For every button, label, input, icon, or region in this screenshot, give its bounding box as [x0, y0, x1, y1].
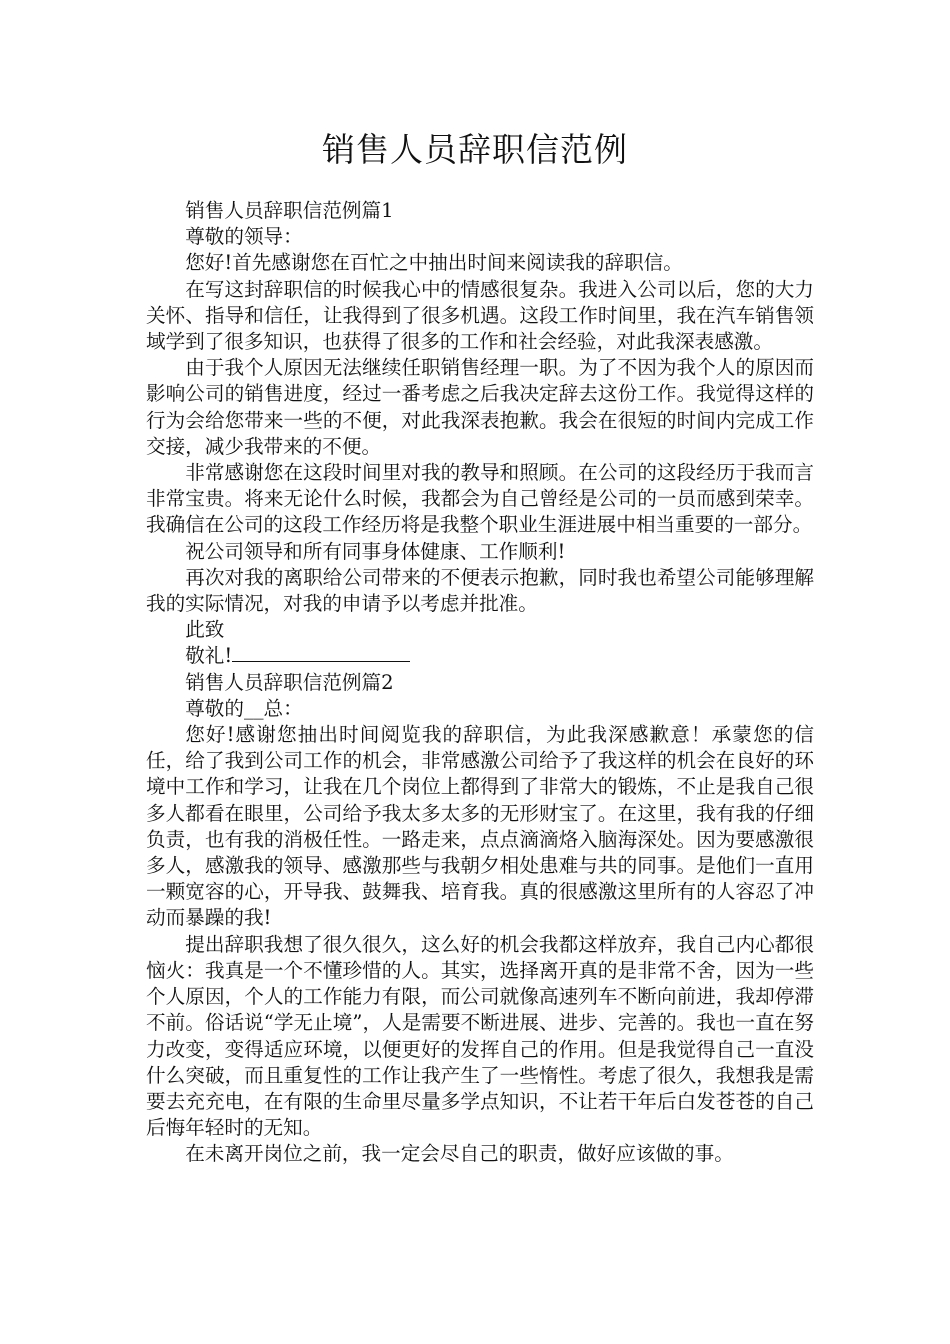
section-heading-2: 销售人员辞职信范例篇2 — [185, 670, 394, 694]
paragraph: 在写这封辞职信的时候我心中的情感很复杂。我进入公司以后，您的大力关怀、指导和信任，让我得到了很多机遇。这段工作时间里，我在汽车销售领域学到了很多知识，也获得了很多的工作和社会经验，对此我深表感激。 — [146, 277, 814, 354]
paragraph: 再次对我的离职给公司带来的不便表示抱歉，同时我也希望公司能够理解我的实际情况，对我的申请予以考虑并批准。 — [146, 565, 814, 616]
paragraph: 您好!首先感谢您在百忙之中抽出时间来阅读我的辞职信。 — [185, 251, 683, 275]
paragraph: 在未离开岗位之前，我一定会尽自己的职责，做好应该做的事。 — [185, 1142, 734, 1166]
section-heading-1: 销售人员辞职信范例篇1 — [185, 199, 394, 222]
paragraph: 非常感谢您在这段时间里对我的教导和照顾。在公司的这段经历于我而言非常宝贵。将来无论什么时候，我都会为自己曾经是公司的一员而感到荣幸。我确信在公司的这段工作经历将是我整个职业生涯进展中相当重要的一部分。 — [146, 461, 814, 537]
paragraph: 提出辞职我想了很久很久，这么好的机会我都这样放弃，我自己内心都很恼火：我真是一个不懂珍惜的人。其实，选择离开真的是非常不舍，因为一些个人原因，个人的工作能力有限，而公司就像高速列车不断向前进，我却停滞不前。俗话说“学无止境”，人是需要不断进展、进步、完善的。我也一直在努力改变，变得适应环境，以便更好的发挥自己的作用。但是我觉得自己一直没什么突破，而且重复性的工作让我产生了一些惰性。考虑了很久，我想我是需要去充充电，在有限的生命里尽量多学点知识，不让若干年后白发苍苍的自己后悔年轻时的无知。 — [146, 932, 814, 1140]
closing-regards — [146, 643, 814, 669]
paragraph: 您好!感谢您抽出时间阅览我的辞职信，为此我深感歉意！承蒙您的信任，给了我到公司工作的机会，非常感激公司给予了我这样的机会在良好的环境中工作和学习，让我在几个岗位上都得到了非常大的锻炼，不止是我自己很多人都看在眼里，公司给予我太多太多的无形财宝了。在这里，我有我的仔细负责，也有我的消极任性。一路走来，点点滴滴烙入脑海深处。因为要感激很多人，感激我的领导、感激那些与我朝夕相处患难与共的同事。是他们一直用一颗宽容的心，开导我、鼓舞我、培育我。真的很感激这里所有的人容忍了冲动而暴躁的我! — [146, 723, 814, 930]
document-title: 销售人员辞职信范例 — [322, 130, 628, 169]
paragraph: 由于我个人原因无法继续任职销售经理一职。为了不因为我个人的原因而影响公司的销售进度，经过一番考虑之后我决定辞去这份工作。我觉得这样的行为会给您带来一些的不便，对此我深表抱歉。我会在很短的时间内完成工作交接，减少我带来的不便。 — [146, 356, 814, 458]
salutation-1: 尊敬的领导： — [185, 225, 303, 249]
closing-line: 此致 — [185, 618, 225, 642]
signature-blank — [232, 643, 410, 662]
salutation-2: 尊敬的__总： — [185, 696, 303, 720]
paragraph: 祝公司领导和所有同事身体健康、工作顺利! — [185, 539, 566, 563]
closing-regards-text: 敬礼! — [185, 644, 233, 668]
document-body — [146, 198, 814, 1168]
